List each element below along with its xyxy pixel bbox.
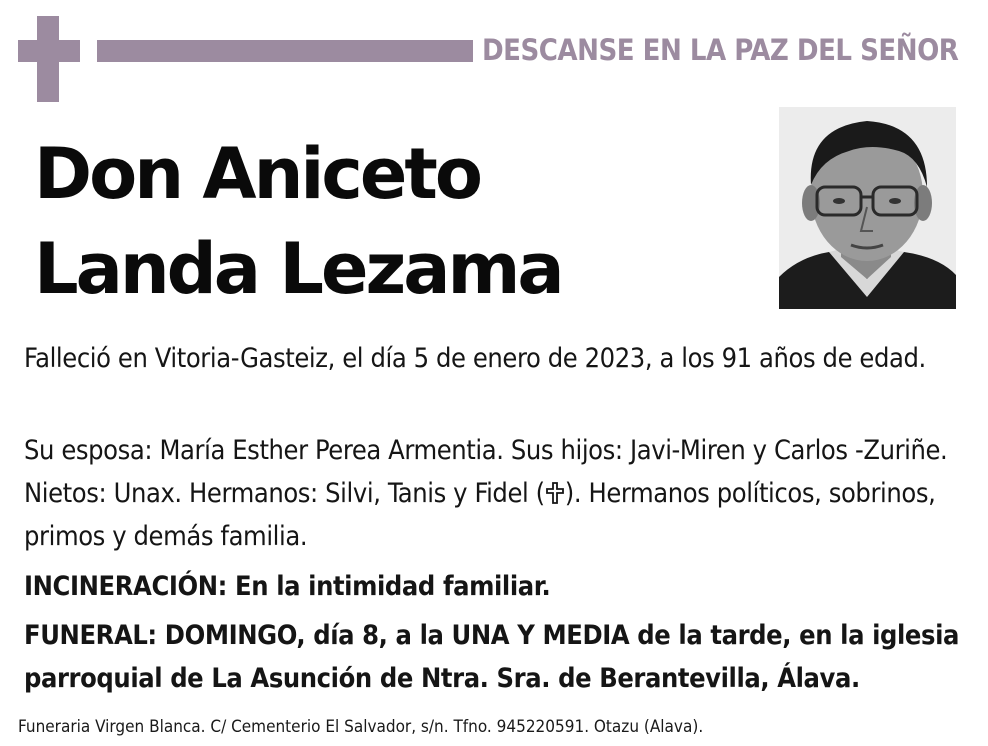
deceased-name-line-2: Landa Lezama xyxy=(34,228,562,310)
family-text-part-1: Su esposa: María Esther Perea Armentia. Sus hijos: Javi-Miren y Carlos -Zuriñe. Nietos: Unax. Hermanos: Silvi, Tanis y Fidel ( xyxy=(24,435,948,509)
cross-icon-horizontal xyxy=(18,40,80,62)
cremation-details: INCINERACIÓN: En la intimidad familiar. xyxy=(24,571,551,602)
deceased-cross-icon xyxy=(545,480,565,506)
deceased-name-line-1: Don Aniceto xyxy=(34,133,480,215)
deceased-portrait-photo xyxy=(779,107,956,309)
funeral-home-footer: Funeraria Virgen Blanca. C/ Cementerio El Salvador, s/n. Tfno. 945220591. Otazu (Alava). xyxy=(18,717,704,737)
portrait-illustration xyxy=(779,107,956,309)
header-divider-bar xyxy=(97,40,473,62)
funeral-details: FUNERAL: DOMINGO, día 8, a la UNA Y MEDIA de la tarde, en la iglesia parroquial de La Asunción de Ntra. Sra. de Berantevilla, Álava. xyxy=(24,620,959,694)
family-text-part-2: ). Hermanos políticos, sobrinos, primos y demás familia. xyxy=(24,478,936,552)
death-announcement: Falleció en Vitoria-Gasteiz, el día 5 de enero de 2023, a los 91 años de edad. xyxy=(24,343,926,374)
family-members xyxy=(24,429,970,558)
header-title: DESCANSE EN LA PAZ DEL SEÑOR xyxy=(482,33,959,67)
